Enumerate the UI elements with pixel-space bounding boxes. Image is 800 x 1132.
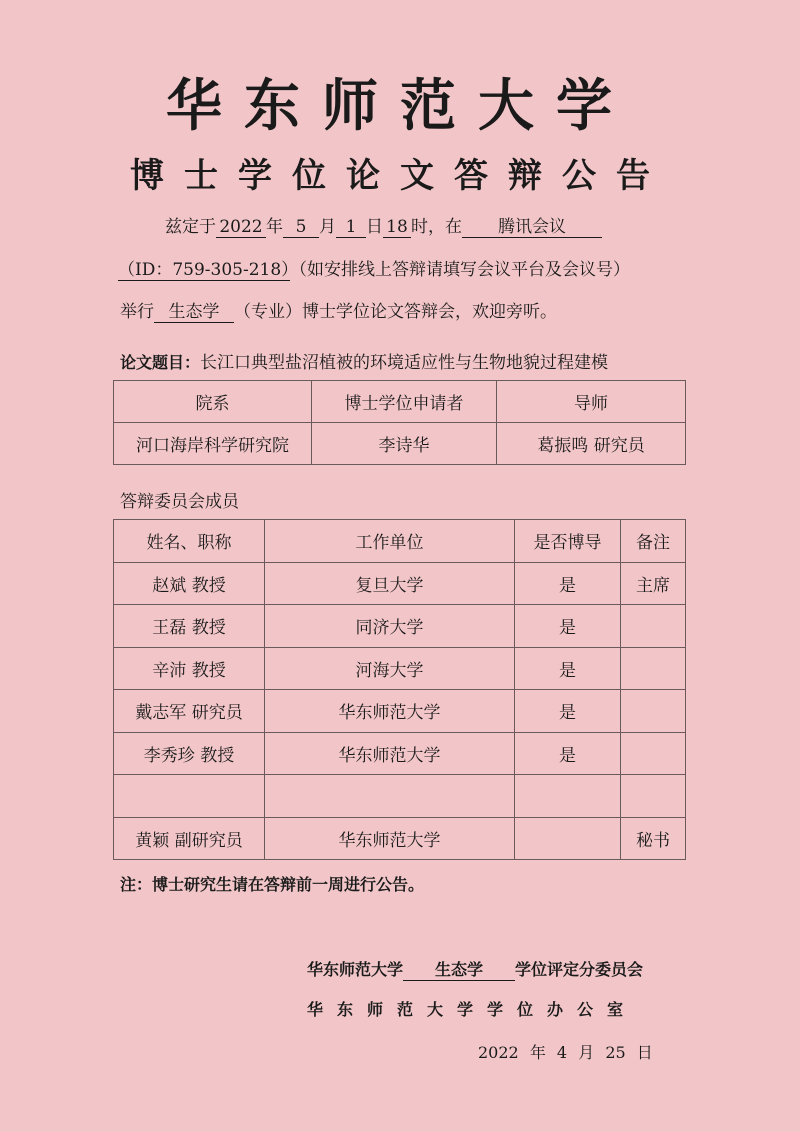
date-day: 25: [605, 1043, 626, 1062]
defense-hour: 18: [383, 217, 411, 238]
member-affiliation: 河海大学: [265, 647, 515, 690]
date-month-unit: 月: [578, 1043, 595, 1062]
member-supervisor-flag: 是: [515, 690, 621, 733]
table-row: [114, 690, 686, 733]
held-suffix: （专业）博士学位论文答辩会，欢迎旁听。: [234, 302, 557, 322]
applicant-cell: 李诗华: [312, 423, 497, 465]
office-signature: 华东师范大学学位办公室: [307, 1000, 638, 1019]
date-month: 4: [556, 1043, 568, 1062]
header-affiliation: 工作单位: [265, 520, 515, 563]
defense-month: 5: [283, 217, 319, 238]
date-year: 2022: [478, 1043, 519, 1062]
footnote: 注：博士研究生请在答辩前一周进行公告。: [120, 875, 425, 894]
member-name: 辛沛 教授: [114, 647, 265, 690]
notice-line-3: [120, 297, 557, 323]
member-name: 赵斌 教授: [114, 562, 265, 605]
meeting-id: （ID：759-305-218）: [118, 260, 299, 280]
member-remark: [621, 690, 686, 733]
committee-prefix: 华东师范大学: [307, 960, 404, 979]
committee-caption: 答辩委员会成员: [120, 492, 239, 512]
member-supervisor-flag: 是: [515, 605, 621, 648]
member-name: 王磊 教授: [114, 605, 265, 648]
committee-table: [113, 519, 686, 860]
month-unit: 月: [319, 217, 336, 237]
notice-prefix: 兹定于: [165, 217, 216, 237]
defense-day: 1: [336, 217, 366, 238]
member-supervisor-flag: [515, 817, 621, 860]
member-supervisor-flag: [515, 775, 621, 818]
defense-year: 2022: [216, 217, 266, 238]
notice-line-2: [118, 255, 630, 281]
applicant-header-row: [114, 381, 686, 423]
member-remark: [621, 605, 686, 648]
header-supervisor: 导师: [497, 381, 686, 423]
held-prefix: 举行: [120, 302, 154, 322]
header-name-title: 姓名、职称: [114, 520, 265, 563]
table-row: [114, 605, 686, 648]
table-row: [114, 647, 686, 690]
member-remark: 主席: [621, 562, 686, 605]
member-supervisor-flag: 是: [515, 732, 621, 775]
member-affiliation: 华东师范大学: [265, 732, 515, 775]
committee-signature: [307, 957, 643, 981]
notice-line-1: [165, 212, 602, 238]
year-unit: 年: [266, 217, 283, 237]
date-day-unit: 日: [636, 1043, 653, 1062]
defense-venue: 腾讯会议: [462, 217, 602, 238]
member-affiliation: 复旦大学: [265, 562, 515, 605]
table-row: [114, 562, 686, 605]
date-year-unit: 年: [529, 1043, 546, 1062]
major-name: 生态学: [154, 302, 234, 323]
committee-header-row: [114, 520, 686, 563]
committee-major: 生态学: [403, 960, 515, 981]
member-remark: 秘书: [621, 817, 686, 860]
table-row: [114, 775, 686, 818]
table-row: [114, 732, 686, 775]
document-title: 博士学位论文答辩公告: [130, 156, 670, 196]
university-name: 华东师范大学: [166, 73, 634, 139]
member-affiliation: 华东师范大学: [265, 690, 515, 733]
member-name: 戴志军 研究员: [114, 690, 265, 733]
department-cell: 河口海岸科学研究院: [114, 423, 312, 465]
member-affiliation: 同济大学: [265, 605, 515, 648]
member-supervisor-flag: 是: [515, 647, 621, 690]
member-name: 李秀珍 教授: [114, 732, 265, 775]
supervisor-cell: 葛振鸣 研究员: [497, 423, 686, 465]
table-row: [114, 817, 686, 860]
member-remark: [621, 775, 686, 818]
header-remarks: 备注: [621, 520, 686, 563]
venue-hint: （如安排线上答辩请填写会议平台及会议号）: [290, 260, 630, 280]
header-applicant: 博士学位申请者: [312, 381, 497, 423]
day-unit: 日: [366, 217, 383, 237]
member-supervisor-flag: 是: [515, 562, 621, 605]
member-affiliation: [265, 775, 515, 818]
hour-unit: 时，在: [411, 217, 462, 237]
member-name: 黄颖 副研究员: [114, 817, 265, 860]
member-remark: [621, 647, 686, 690]
applicant-table: [113, 380, 686, 465]
member-name: [114, 775, 265, 818]
header-doctoral-supervisor: 是否博导: [515, 520, 621, 563]
member-affiliation: 华东师范大学: [265, 817, 515, 860]
thesis-label: 论文题目：: [120, 353, 201, 372]
thesis-title-line: [120, 348, 608, 373]
issue-date: [478, 1040, 653, 1063]
applicant-row: [114, 423, 686, 465]
thesis-title: 长江口典型盐沼植被的环境适应性与生物地貌过程建模: [200, 353, 609, 373]
committee-suffix: 学位评定分委员会: [515, 960, 644, 979]
header-department: 院系: [114, 381, 312, 423]
member-remark: [621, 732, 686, 775]
